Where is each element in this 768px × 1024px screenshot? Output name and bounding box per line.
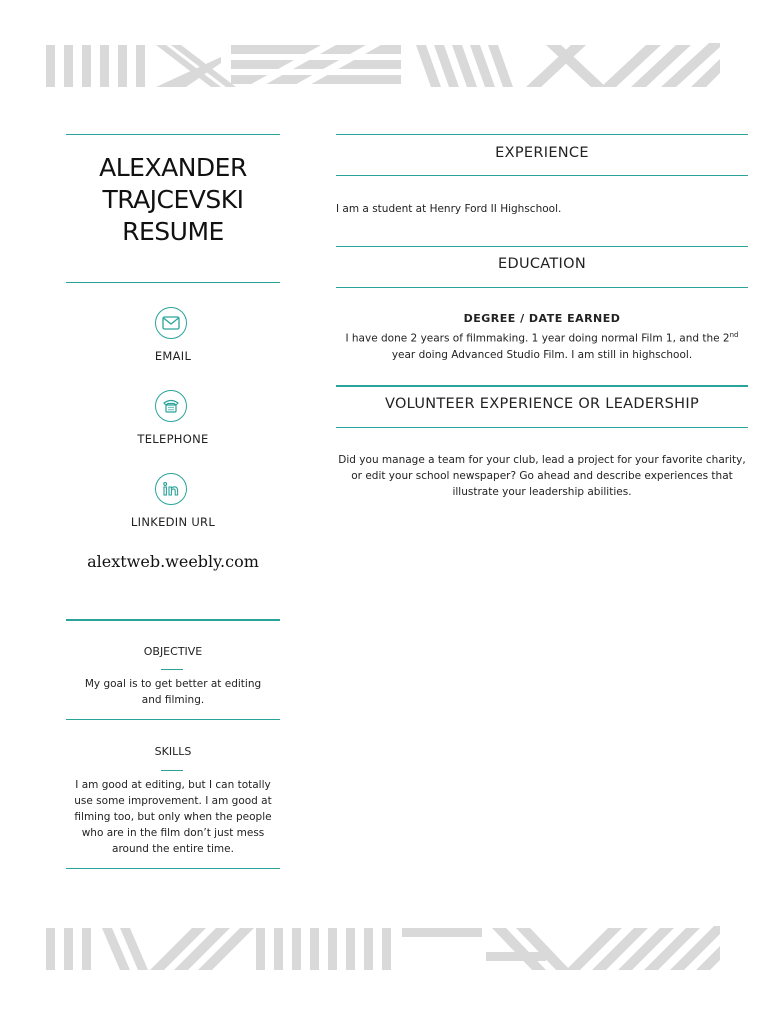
email-label: EMAIL	[154, 349, 192, 363]
resume-name-heading	[66, 152, 280, 248]
objective-bottom-rule	[66, 719, 280, 720]
skills-text: I am good at editing, but I can totally use some improvement. I am good at filming too, but only when the people who are in the film don’t just mess around the entire time.	[74, 779, 272, 855]
objective-accent-rule	[161, 669, 183, 670]
education-body	[336, 311, 748, 363]
envelope-icon[interactable]	[155, 307, 187, 339]
volunteer-text: Did you manage a team for your club, lead a project for your favorite charity, or edit your school newspaper? Go ahead and describe experiences that illustrate your leadership abilities.	[338, 454, 746, 498]
experience-bottom-rule	[336, 175, 748, 176]
name-line-last: TRAJCEVSKI	[102, 185, 244, 214]
volunteer-heading: VOLUNTEER EXPERIENCE OR LEADERSHIP	[385, 396, 699, 412]
volunteer-top-rule	[336, 385, 748, 387]
education-heading: EDUCATION	[498, 256, 586, 272]
objective-top-rule	[66, 619, 280, 621]
experience-heading: EXPERIENCE	[495, 145, 589, 161]
education-top-rule	[336, 246, 748, 247]
experience-text: I am a student at Henry Ford II Highschool.	[336, 203, 562, 215]
linkedin-icon[interactable]	[155, 473, 187, 505]
objective-text: My goal is to get better at editing and filming.	[84, 678, 262, 706]
objective-heading: OBJECTIVE	[143, 645, 203, 658]
skills-bottom-rule	[66, 868, 280, 869]
decorative-banner-bottom	[46, 926, 720, 972]
name-top-rule	[66, 134, 280, 135]
education-bottom-rule	[336, 287, 748, 288]
name-bottom-rule	[66, 282, 280, 283]
education-text-part1: I have done 2 years of filmmaking. 1 year doing normal Film 1, and the 2	[345, 332, 730, 345]
education-text-sup: nd	[729, 331, 739, 339]
skills-heading: SKILLS	[154, 745, 192, 758]
website-link[interactable]: alextweb.weebly.com	[87, 552, 259, 571]
name-line-resume: RESUME	[122, 217, 224, 246]
telephone-icon[interactable]	[155, 390, 187, 422]
skills-accent-rule	[161, 770, 183, 771]
education-text-part2: year doing Advanced Studio Film. I am still in highschool.	[391, 348, 693, 361]
linkedin-label: LINKEDIN URL	[130, 515, 216, 529]
name-line-first: ALEXANDER	[99, 153, 247, 182]
experience-top-rule	[336, 134, 748, 135]
telephone-label: TELEPHONE	[137, 432, 209, 446]
degree-heading: DEGREE / DATE EARNED	[463, 312, 621, 325]
decorative-banner-top	[46, 43, 720, 89]
volunteer-bottom-rule	[336, 427, 748, 428]
